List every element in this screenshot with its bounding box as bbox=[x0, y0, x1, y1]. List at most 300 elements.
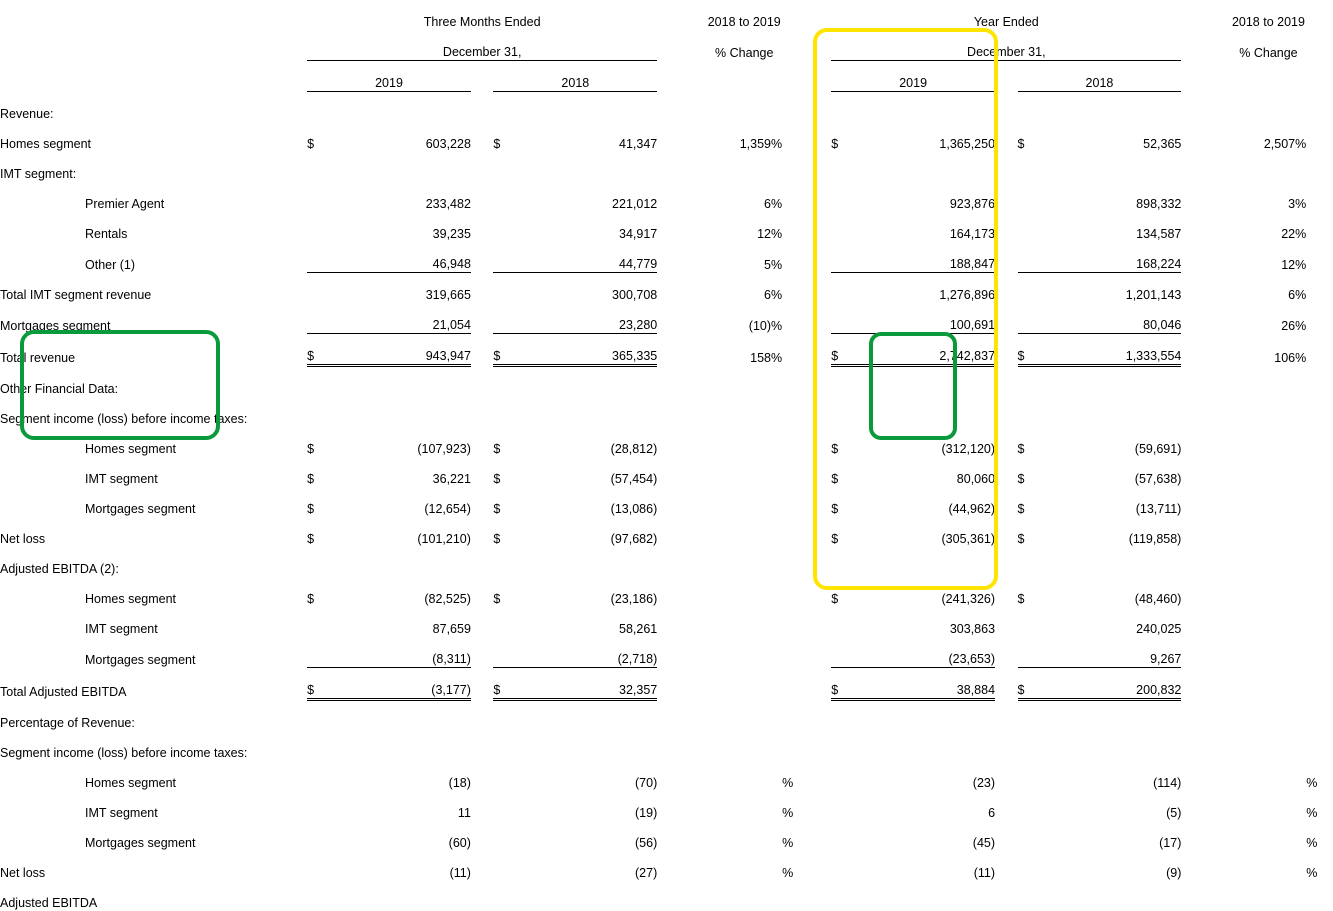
y-percent-symbol bbox=[1306, 700, 1333, 732]
spacer bbox=[809, 607, 832, 637]
y2018-currency: $ bbox=[1018, 668, 1041, 700]
y2019-value bbox=[854, 731, 995, 761]
spacer bbox=[995, 761, 1018, 791]
header-col-y2019: 2019 bbox=[831, 61, 995, 92]
spacer bbox=[995, 821, 1018, 851]
y2019-currency: $ bbox=[831, 442, 839, 456]
q2018-value bbox=[516, 92, 657, 123]
spacer bbox=[1181, 92, 1204, 123]
y2019-currency: $ bbox=[831, 502, 839, 516]
y-change-value bbox=[1204, 517, 1306, 547]
row-label: Mortgages segment bbox=[85, 652, 196, 667]
q-change-value bbox=[680, 577, 782, 607]
q-change-value bbox=[680, 427, 782, 457]
y2018-currency bbox=[1018, 791, 1041, 821]
spacer bbox=[809, 242, 832, 273]
q2019-value: 943,947 bbox=[330, 334, 471, 366]
y2019-currency bbox=[831, 731, 854, 761]
table-row bbox=[0, 731, 1333, 761]
q2018-currency: $ bbox=[493, 668, 516, 700]
q-percent-symbol bbox=[782, 152, 809, 182]
y2018-currency bbox=[1018, 607, 1041, 637]
q2019-value bbox=[330, 547, 471, 577]
spacer bbox=[657, 851, 680, 881]
y-change-value bbox=[1204, 761, 1306, 791]
q2018-value bbox=[516, 881, 657, 911]
y2019-currency bbox=[831, 212, 854, 242]
spacer bbox=[657, 397, 680, 427]
table-row bbox=[0, 92, 1333, 123]
spacer bbox=[809, 791, 832, 821]
y-percent-symbol bbox=[1306, 607, 1333, 637]
y2018-value bbox=[1040, 152, 1181, 182]
y-change-value bbox=[1204, 821, 1306, 851]
y2019-value: 303,863 bbox=[949, 622, 996, 636]
y-percent-symbol: % bbox=[1306, 806, 1318, 820]
spacer bbox=[657, 427, 680, 457]
q2019-currency bbox=[307, 637, 330, 668]
spacer bbox=[995, 791, 1018, 821]
header-spacer bbox=[1181, 61, 1204, 92]
spacer bbox=[471, 212, 494, 242]
y2018-value: (114) bbox=[1153, 776, 1182, 790]
q-percent-symbol bbox=[782, 547, 809, 577]
q2019-currency bbox=[307, 273, 330, 304]
spacer bbox=[1181, 182, 1204, 212]
y2019-value: (44,962) bbox=[948, 502, 996, 516]
q2018-currency bbox=[493, 397, 516, 427]
q-change-value bbox=[680, 761, 782, 791]
q2019-value: 603,228 bbox=[425, 137, 471, 151]
spacer bbox=[809, 487, 832, 517]
table-row bbox=[0, 577, 1333, 607]
table-row bbox=[0, 303, 1333, 334]
spacer bbox=[471, 366, 494, 398]
q2018-currency: $ bbox=[493, 137, 501, 151]
spacer bbox=[471, 700, 494, 732]
q2018-value: (57,454) bbox=[610, 472, 658, 486]
y2019-value: (312,120) bbox=[941, 442, 996, 456]
y2018-value bbox=[1040, 700, 1181, 732]
y2019-currency bbox=[831, 273, 854, 304]
y-percent-symbol bbox=[1306, 303, 1333, 334]
spacer bbox=[1181, 242, 1204, 273]
y2018-value: (59,691) bbox=[1134, 442, 1182, 456]
y2018-value: (48,460) bbox=[1134, 592, 1182, 606]
header-spacer bbox=[471, 61, 494, 92]
y2019-value bbox=[854, 92, 995, 123]
y2018-currency bbox=[1018, 303, 1041, 334]
header-col-y2018: 2018 bbox=[1018, 61, 1182, 92]
spacer bbox=[995, 881, 1018, 911]
q-percent-symbol bbox=[782, 457, 809, 487]
y2019-value: (241,326) bbox=[941, 592, 996, 606]
spacer bbox=[809, 851, 832, 881]
spacer bbox=[1181, 731, 1204, 761]
spacer bbox=[809, 668, 832, 700]
q2018-value bbox=[516, 397, 657, 427]
spacer bbox=[1181, 881, 1204, 911]
y-percent-symbol bbox=[1306, 182, 1333, 212]
q2019-value: (60) bbox=[448, 836, 471, 850]
y2019-value: (23) bbox=[972, 776, 996, 790]
row-label: Premier Agent bbox=[85, 197, 165, 211]
y2018-currency: $ bbox=[1017, 502, 1025, 516]
q2018-currency bbox=[493, 92, 516, 123]
spacer bbox=[995, 122, 1018, 152]
q2019-value: 46,948 bbox=[330, 242, 471, 273]
spacer bbox=[809, 303, 832, 334]
table-row bbox=[0, 821, 1333, 851]
y2018-value bbox=[1040, 881, 1181, 911]
y2019-value: 100,691 bbox=[854, 303, 995, 334]
q2018-currency bbox=[493, 303, 516, 334]
y2018-value bbox=[1040, 366, 1181, 398]
y-change-value bbox=[1204, 152, 1306, 182]
spacer bbox=[809, 92, 832, 123]
q2018-value: 58,261 bbox=[619, 622, 658, 636]
spacer bbox=[809, 731, 832, 761]
row-label: Total Adjusted EBITDA bbox=[0, 684, 127, 699]
q-percent-symbol bbox=[782, 668, 809, 700]
q2018-currency bbox=[493, 547, 516, 577]
y-change-value bbox=[1204, 577, 1306, 607]
q2018-currency bbox=[493, 881, 516, 911]
q-percent-symbol bbox=[782, 334, 809, 366]
q2019-value: 87,659 bbox=[432, 622, 471, 636]
y2018-value bbox=[1040, 92, 1181, 123]
q2018-currency bbox=[493, 152, 516, 182]
q2019-currency bbox=[307, 607, 330, 637]
y2019-value: 2,742,837 bbox=[854, 334, 995, 366]
y-change-value bbox=[1204, 668, 1306, 700]
q-percent-symbol bbox=[782, 273, 809, 304]
y-change-value: 22% bbox=[1281, 227, 1307, 241]
q2019-value: 39,235 bbox=[432, 227, 471, 241]
spacer bbox=[657, 242, 680, 273]
y-percent-symbol: % bbox=[1306, 866, 1318, 880]
y-percent-symbol: % bbox=[1306, 836, 1318, 850]
spacer bbox=[995, 427, 1018, 457]
y2019-currency bbox=[831, 152, 854, 182]
spacer bbox=[471, 517, 494, 547]
row-label: IMT segment: bbox=[0, 167, 77, 181]
spacer bbox=[471, 487, 494, 517]
q2018-value: (28,812) bbox=[610, 442, 658, 456]
spacer bbox=[657, 761, 680, 791]
y-percent-symbol bbox=[1306, 334, 1333, 366]
y-change-value bbox=[1204, 791, 1306, 821]
q2018-value: 32,357 bbox=[516, 668, 657, 700]
y2018-value: 200,832 bbox=[1040, 668, 1181, 700]
q2018-value: (2,718) bbox=[516, 637, 657, 668]
q-change-value: 158% bbox=[750, 350, 783, 365]
y-change-value: 2,507% bbox=[1263, 137, 1307, 151]
header-group-row-1 bbox=[0, 0, 1333, 30]
spacer bbox=[471, 731, 494, 761]
q2019-currency bbox=[307, 700, 330, 732]
row-label: Net loss bbox=[0, 866, 46, 880]
header-spacer bbox=[1181, 0, 1204, 30]
spacer bbox=[657, 334, 680, 366]
spacer bbox=[471, 457, 494, 487]
q-change-value bbox=[680, 457, 782, 487]
q2018-value: (97,682) bbox=[610, 532, 658, 546]
spacer bbox=[657, 821, 680, 851]
spacer bbox=[1181, 821, 1204, 851]
spacer bbox=[809, 881, 832, 911]
q2018-value: 23,280 bbox=[516, 303, 657, 334]
q2018-currency: $ bbox=[493, 592, 501, 606]
y2019-value: 164,173 bbox=[949, 227, 996, 241]
spacer bbox=[1181, 122, 1204, 152]
q-change-value bbox=[680, 487, 782, 517]
q-change-value: 5% bbox=[764, 257, 783, 272]
y-percent-symbol bbox=[1306, 881, 1333, 911]
q2018-currency bbox=[493, 700, 516, 732]
y-change-value: 6% bbox=[1288, 288, 1307, 302]
spacer bbox=[657, 303, 680, 334]
spacer bbox=[471, 427, 494, 457]
y2019-currency bbox=[831, 821, 854, 851]
q-change-value bbox=[680, 152, 782, 182]
spacer bbox=[471, 881, 494, 911]
spacer bbox=[471, 242, 494, 273]
y2018-value: 168,224 bbox=[1040, 242, 1181, 273]
table-row bbox=[0, 122, 1333, 152]
spacer bbox=[995, 152, 1018, 182]
spacer bbox=[809, 152, 832, 182]
q2019-value: 319,665 bbox=[425, 288, 471, 302]
q2018-value: 34,917 bbox=[619, 227, 658, 241]
header-change-year-line1: 2018 to 2019 bbox=[1231, 15, 1305, 29]
q2019-value: (8,311) bbox=[330, 637, 471, 668]
q2019-currency bbox=[307, 791, 330, 821]
spacer bbox=[1181, 366, 1204, 398]
y2019-currency: $ bbox=[831, 137, 839, 151]
q-change-value bbox=[680, 607, 782, 637]
q-percent-symbol bbox=[782, 212, 809, 242]
spacer bbox=[995, 397, 1018, 427]
row-label: Total revenue bbox=[0, 350, 76, 365]
header-group-year-line1: Year Ended bbox=[973, 15, 1039, 29]
spacer bbox=[471, 668, 494, 700]
y2018-currency bbox=[1018, 152, 1041, 182]
y2019-currency bbox=[831, 761, 854, 791]
q-change-value bbox=[680, 547, 782, 577]
q-change-value bbox=[680, 821, 782, 851]
spacer bbox=[1181, 517, 1204, 547]
q-change-value bbox=[680, 731, 782, 761]
spacer bbox=[471, 334, 494, 366]
q2018-value: (19) bbox=[635, 806, 658, 820]
q2019-currency bbox=[307, 851, 330, 881]
q-change-value: (10)% bbox=[748, 318, 783, 333]
y2019-value bbox=[854, 397, 995, 427]
q-percent-symbol: % bbox=[782, 866, 794, 880]
spacer bbox=[809, 457, 832, 487]
spacer bbox=[995, 212, 1018, 242]
q2018-value: 41,347 bbox=[619, 137, 658, 151]
q2018-currency: $ bbox=[493, 334, 516, 366]
y2018-currency bbox=[1018, 547, 1041, 577]
spacer bbox=[471, 182, 494, 212]
q2018-value bbox=[516, 700, 657, 732]
q2019-currency: $ bbox=[307, 137, 315, 151]
spacer bbox=[1181, 547, 1204, 577]
q2018-value: (70) bbox=[635, 776, 658, 790]
spacer bbox=[1181, 700, 1204, 732]
q2019-value: (11) bbox=[449, 866, 471, 880]
y2019-currency bbox=[831, 303, 854, 334]
header-group-quarter-line2: December 31, bbox=[307, 30, 657, 61]
y2018-currency: $ bbox=[1018, 334, 1041, 366]
table-row bbox=[0, 791, 1333, 821]
y2018-value: 1,333,554 bbox=[1040, 334, 1181, 366]
header-group-row-2 bbox=[0, 30, 1333, 61]
spacer bbox=[471, 761, 494, 791]
q2018-value: 221,012 bbox=[612, 197, 658, 211]
q2018-currency bbox=[493, 366, 516, 398]
q2019-value bbox=[330, 881, 471, 911]
q2018-value: (23,186) bbox=[610, 592, 658, 606]
table-row bbox=[0, 761, 1333, 791]
q2018-currency: $ bbox=[493, 472, 501, 486]
q-percent-symbol bbox=[782, 397, 809, 427]
row-label: Other Financial Data: bbox=[0, 382, 119, 396]
row-label: Mortgages segment bbox=[0, 318, 111, 333]
spacer bbox=[995, 366, 1018, 398]
y2018-value: 240,025 bbox=[1136, 622, 1182, 636]
header-col-q2018: 2018 bbox=[493, 61, 657, 92]
table-row bbox=[0, 547, 1333, 577]
spacer bbox=[471, 821, 494, 851]
y-change-value bbox=[1204, 881, 1306, 911]
y2019-currency bbox=[831, 366, 854, 398]
spacer bbox=[995, 607, 1018, 637]
spacer bbox=[657, 366, 680, 398]
row-label: Homes segment bbox=[0, 137, 92, 151]
spacer bbox=[471, 397, 494, 427]
header-spacer bbox=[809, 30, 832, 61]
row-label: Percentage of Revenue: bbox=[0, 716, 135, 730]
q2018-value bbox=[516, 547, 657, 577]
q-change-value bbox=[680, 881, 782, 911]
y-percent-symbol bbox=[1306, 517, 1333, 547]
spacer bbox=[995, 668, 1018, 700]
y2018-currency bbox=[1018, 851, 1041, 881]
spacer bbox=[657, 637, 680, 668]
q2018-value: (56) bbox=[635, 836, 658, 850]
q2019-currency bbox=[307, 92, 330, 123]
spacer bbox=[1181, 487, 1204, 517]
spacer bbox=[1181, 212, 1204, 242]
y2019-value: 1,276,896 bbox=[939, 288, 996, 302]
header-col-q2019: 2019 bbox=[307, 61, 471, 92]
spacer bbox=[1181, 334, 1204, 366]
y2019-currency bbox=[831, 547, 854, 577]
y2018-currency: $ bbox=[1017, 592, 1025, 606]
header-year-row bbox=[0, 61, 1333, 92]
y-percent-symbol bbox=[1306, 212, 1333, 242]
q2019-currency bbox=[307, 182, 330, 212]
spacer bbox=[471, 152, 494, 182]
spacer bbox=[1181, 152, 1204, 182]
y-percent-symbol bbox=[1306, 668, 1333, 700]
q-percent-symbol: % bbox=[782, 806, 794, 820]
y-change-value bbox=[1204, 397, 1306, 427]
row-label: Homes segment bbox=[85, 592, 177, 606]
y2018-value: (13,711) bbox=[1135, 502, 1182, 516]
y2019-value bbox=[854, 700, 995, 732]
table-row bbox=[0, 700, 1333, 732]
q2019-value bbox=[330, 397, 471, 427]
q2018-currency bbox=[493, 791, 516, 821]
spacer bbox=[657, 577, 680, 607]
header-spacer bbox=[657, 30, 680, 61]
q2019-currency bbox=[307, 366, 330, 398]
q-percent-symbol bbox=[782, 487, 809, 517]
spacer bbox=[1181, 427, 1204, 457]
q-change-value bbox=[680, 668, 782, 700]
y-percent-symbol bbox=[1306, 577, 1333, 607]
spacer bbox=[471, 303, 494, 334]
spacer bbox=[809, 182, 832, 212]
y-change-value bbox=[1204, 700, 1306, 732]
table-row bbox=[0, 397, 1333, 427]
spacer bbox=[995, 303, 1018, 334]
y2018-currency bbox=[1018, 182, 1041, 212]
header-spacer bbox=[1181, 30, 1204, 61]
y2019-value: 188,847 bbox=[854, 242, 995, 273]
spacer bbox=[657, 607, 680, 637]
q2019-value: (3,177) bbox=[330, 668, 471, 700]
q2019-value bbox=[330, 700, 471, 732]
spacer bbox=[995, 700, 1018, 732]
row-label: Homes segment bbox=[85, 776, 177, 790]
q2019-currency bbox=[307, 212, 330, 242]
spacer bbox=[1181, 273, 1204, 304]
y-change-value bbox=[1204, 851, 1306, 881]
q-change-value bbox=[680, 851, 782, 881]
table-row bbox=[0, 517, 1333, 547]
table-row bbox=[0, 242, 1333, 273]
row-label: Rentals bbox=[85, 227, 128, 241]
y2019-value bbox=[854, 881, 995, 911]
header-col-qchange bbox=[680, 61, 809, 92]
q-percent-symbol bbox=[782, 577, 809, 607]
y2018-currency bbox=[1018, 273, 1041, 304]
y2018-currency: $ bbox=[1017, 472, 1025, 486]
spacer bbox=[471, 122, 494, 152]
spacer bbox=[657, 152, 680, 182]
q2019-currency bbox=[307, 152, 330, 182]
y2019-currency: $ bbox=[831, 334, 854, 366]
y2019-value: 923,876 bbox=[949, 197, 996, 211]
spacer bbox=[471, 547, 494, 577]
y2019-value: 1,365,250 bbox=[939, 137, 996, 151]
spacer bbox=[657, 517, 680, 547]
spacer bbox=[995, 273, 1018, 304]
row-label: Revenue: bbox=[0, 107, 54, 121]
header-spacer bbox=[995, 61, 1018, 92]
y-percent-symbol bbox=[1306, 637, 1333, 668]
y2019-value: 38,884 bbox=[854, 668, 995, 700]
y2018-value: (9) bbox=[1166, 866, 1182, 880]
spacer bbox=[809, 637, 832, 668]
q2018-currency bbox=[493, 761, 516, 791]
header-spacer bbox=[0, 0, 307, 30]
